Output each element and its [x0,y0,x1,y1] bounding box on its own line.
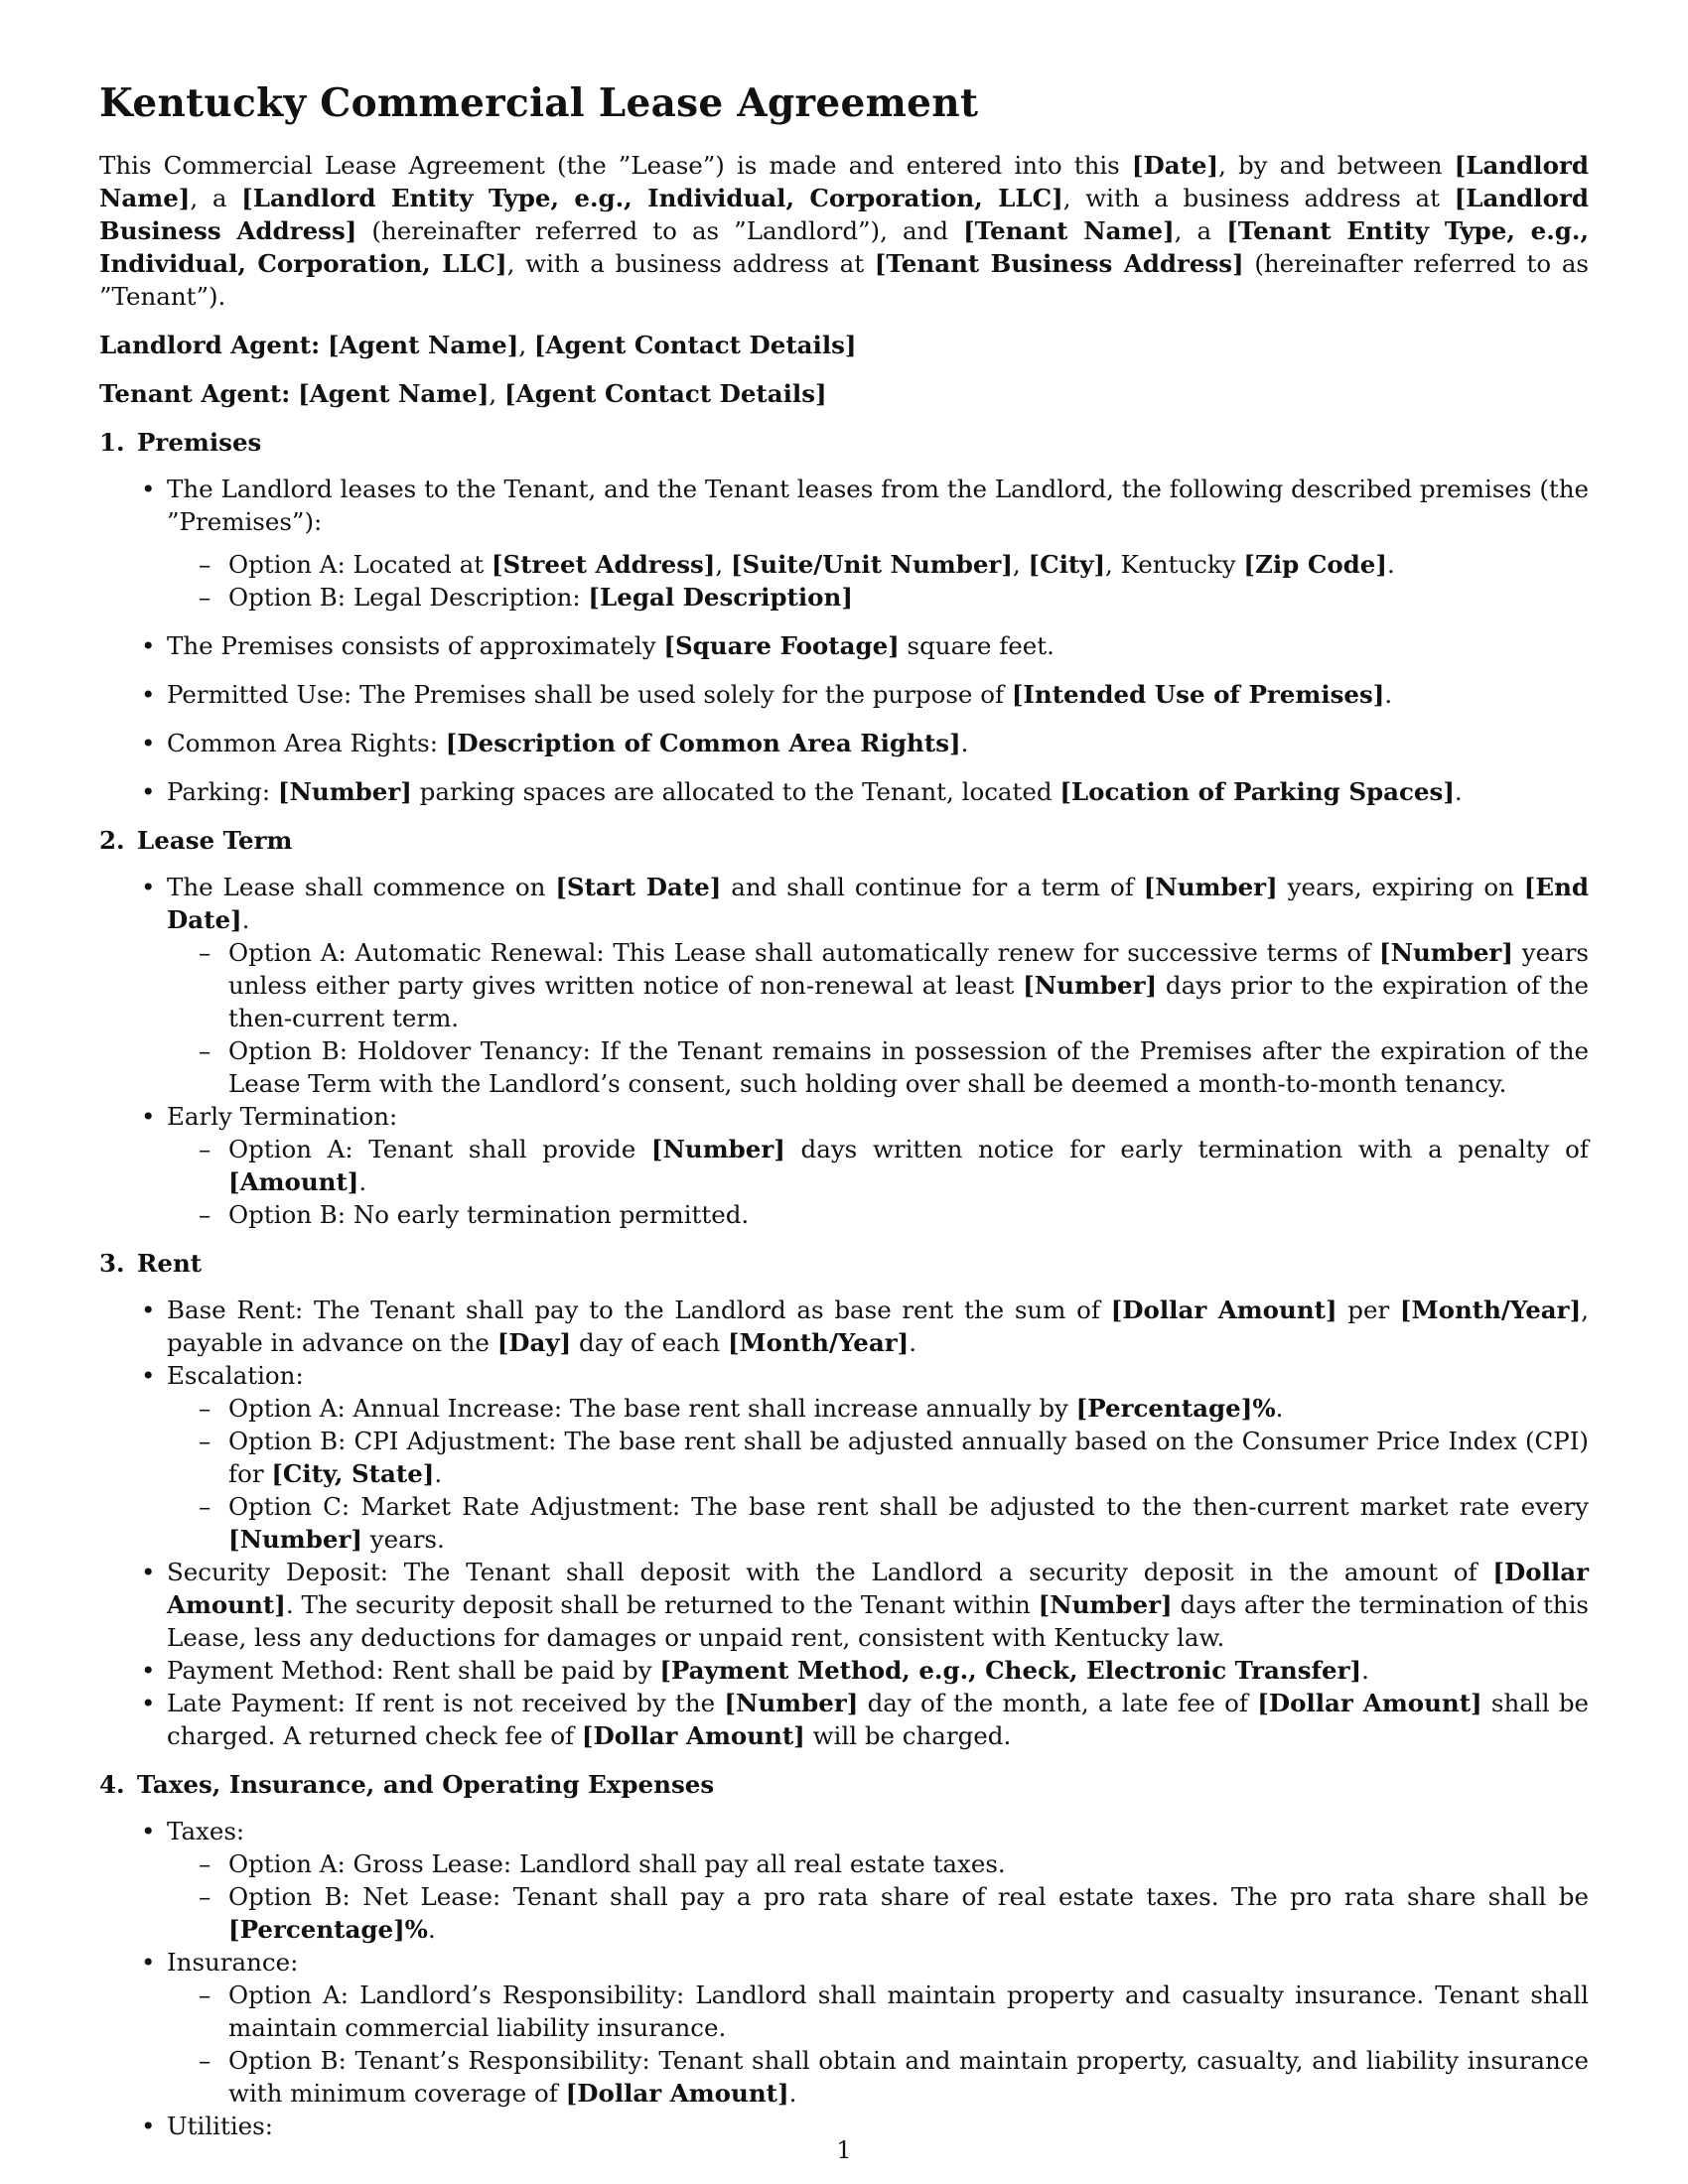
text: , [715,550,731,579]
list-item [167,629,1589,662]
landlord-name-placeholder: [Landlord Name] [99,151,1589,212]
separator: , [518,331,534,359]
text: . [1384,680,1393,709]
list-item [167,1946,1589,2110]
text: Option A: Automatic Renewal: This Lease shall automatically renew for successive terms of [228,938,1379,967]
renewal-options [167,936,1589,1100]
list-item: – Option B: No early termination permitted. [228,1198,1589,1231]
text: parking spaces are allocated to the Tenant, located [411,777,1060,806]
number-placeholder: [Number] [228,1525,362,1554]
text: day of each [571,1328,728,1357]
landlord-entity-placeholder: [Landlord Entity Type, e.g., Individual, Corporation, LLC] [241,184,1063,212]
tenant-agent-label: Tenant Agent: [99,379,291,408]
number-placeholder: [Number] [1038,1590,1173,1619]
text: years unless either party gives written notice of non-renewal at least [228,938,1589,1000]
text: . [788,2079,797,2108]
amount-placeholder: [Dollar Amount] [581,1721,805,1750]
list-item [167,775,1589,808]
list-item [167,1359,1589,1556]
start-date-placeholder: [Start Date] [555,873,722,901]
section-rent-heading [99,1247,1589,1280]
text: Option B: Legal Description: [228,583,589,612]
text: Payment Method: Rent shall be paid by [167,1656,660,1685]
rights-placeholder: [Description of Common Area Rights] [445,729,961,757]
section-title: Taxes, Insurance, and Operating Expenses [137,1770,715,1799]
rent-list [99,1294,1589,1752]
list-item [167,1100,1589,1231]
parking-location-placeholder: [Location of Parking Spaces] [1059,777,1455,806]
list-item [167,1687,1589,1752]
tax-options [167,1847,1589,1946]
list-item [228,2044,1589,2110]
list-item: • Utilities: [167,2110,1589,2142]
text: . [909,1328,917,1357]
intro-text: , a [190,184,242,212]
list-item [228,548,1589,581]
tenant-name-placeholder: [Tenant Name] [963,216,1175,245]
text: Early Termination: [167,1102,398,1131]
text: Base Rent: The Tenant shall pay to the Landlord as base rent the sum of [167,1296,1111,1324]
list-item [228,1133,1589,1198]
day-placeholder: [Day] [496,1328,572,1357]
text: . [960,729,969,757]
text: . [241,905,250,934]
text: days after the termination of this Lease, less any deductions for damages or unpaid rent, consistent with Kentucky law. [167,1590,1589,1652]
text: Security Deposit: The Tenant shall deposit with the Landlord a security deposit in the amount of [167,1558,1493,1586]
list-item: – Option A: Gross Lease: Landlord shall pay all real estate taxes. [228,1847,1589,1880]
number-placeholder: [Number] [650,1135,785,1163]
number-placeholder: [Number] [1143,873,1278,901]
list-item [167,727,1589,759]
lease-term-list [99,871,1589,1231]
section-lease-term-heading [99,824,1589,857]
landlord-address-placeholder: [Landlord Business Address] [99,184,1589,245]
landlord-agent-line [99,329,1589,361]
text: years. [361,1525,445,1554]
landlord-agent-label: Landlord Agent: [99,331,321,359]
document-title: Kentucky Commercial Lease Agreement [99,80,979,126]
section-number: 2. [99,826,125,855]
list-item [167,1815,1589,1946]
premises-list [99,473,1589,808]
section-number: 4. [99,1770,125,1799]
page-number: 1 [836,2136,852,2164]
list-item [167,871,1589,1100]
amount-placeholder: [Dollar Amount] [1257,1689,1482,1717]
text: , [1012,550,1029,579]
text: . [1454,777,1463,806]
number-placeholder: [Number] [1023,971,1158,1000]
text: . [1275,1394,1284,1423]
intro-text: (hereinafter referred to as ”Landlord”), and [356,216,964,245]
agent-contact-placeholder: [Agent Contact Details] [504,379,827,408]
city-placeholder: [City] [1028,550,1106,579]
list-item [228,1392,1589,1425]
section-premises-heading [99,426,1589,459]
text: Option A: Annual Increase: The base rent shall increase annually by [228,1394,1076,1423]
text: Parking: [167,777,278,806]
intro-text: , with a business address at [506,249,875,278]
list-item [228,1490,1589,1556]
period-placeholder: [Month/Year] [727,1328,910,1357]
separator: , [489,379,504,408]
text: Option C: Market Rate Adjustment: The base rent shall be adjusted to the then-current market rate every [228,1492,1589,1521]
text: The Lease shall commence on [167,873,556,901]
text: . [434,1459,443,1488]
text: . [358,1167,367,1196]
intro-text: This Commercial Lease Agreement (the ”Lease”) is made and entered into this [99,151,1132,180]
percentage-placeholder: [Percentage]% [1075,1394,1276,1423]
text: The Premises consists of approximately [167,631,664,660]
intro-text: , by and between [1218,151,1455,180]
intro-text: , a [1174,216,1227,245]
intro-paragraph [99,149,1589,313]
taxes-list [99,1815,1589,2142]
amount-placeholder: [Dollar Amount] [565,2079,789,2108]
list-item: – Option B: Holdover Tenancy: If the Tenant remains in possession of the Premises after the expiration of the Lease Term with the Landlord’s consent, such holding over shall be deemed a month-to-month tenancy. [228,1034,1589,1100]
agent-contact-placeholder: [Agent Contact Details] [533,331,857,359]
number-placeholder: [Number] [724,1689,859,1717]
text: per [1336,1296,1400,1324]
text: days written notice for early termination with a penalty of [784,1135,1589,1163]
suite-placeholder: [Suite/Unit Number] [730,550,1013,579]
tenant-agent-line [99,377,1589,410]
document-page [99,79,1589,2158]
intro-text: (hereinafter referred to as ”Tenant”). [99,249,1589,311]
number-placeholder: [Number] [277,777,412,806]
list-item [228,1880,1589,1946]
text: Option A: Tenant shall provide [228,1135,651,1163]
text: will be charged. [804,1721,1012,1750]
tenant-entity-placeholder: [Tenant Entity Type, e.g., Individual, Corporation, LLC] [99,216,1589,278]
text: Option A: Located at [228,550,492,579]
premises-description: The Landlord leases to the Tenant, and the Tenant leases from the Landlord, the following described premises (the ”Premises”): [167,475,1589,536]
tenant-address-placeholder: [Tenant Business Address] [874,249,1244,278]
use-placeholder: [Intended Use of Premises] [1011,680,1385,709]
text: day of the month, a late fee of [858,1689,1258,1717]
section-number: 1. [99,428,125,457]
street-placeholder: [Street Address] [491,550,716,579]
list-item [167,1556,1589,1654]
period-placeholder: [Month/Year] [1399,1296,1582,1324]
text: Option B: Tenant’s Responsibility: Tenant shall obtain and maintain property, casualty, and liability insurance with minimum coverage of [228,2046,1589,2108]
square-footage-placeholder: [Square Footage] [663,631,900,660]
list-item [167,473,1589,614]
text: . The security deposit shall be returned to the Tenant within [285,1590,1039,1619]
section-taxes-heading [99,1768,1589,1801]
amount-placeholder: [Amount] [228,1167,359,1196]
text: Insurance: [167,1948,299,1977]
list-item [167,1654,1589,1687]
text: Permitted Use: The Premises shall be used solely for the purpose of [167,680,1012,709]
text: . [1361,1656,1369,1685]
text: Late Payment: If rent is not received by the [167,1689,725,1717]
premises-options [167,548,1589,614]
text: . [427,1915,436,1944]
text: days prior to the expiration of the then-current term. [228,971,1590,1032]
intro-text: , with a business address at [1062,184,1455,212]
section-title: Lease Term [137,826,293,855]
text: square feet. [899,631,1055,660]
zip-placeholder: [Zip Code] [1243,550,1387,579]
text: Option B: CPI Adjustment: The base rent shall be adjusted annually based on the Consumer Price Index (CPI) for [228,1427,1589,1488]
end-date-placeholder: [End Date] [167,873,1590,934]
text: Common Area Rights: [167,729,446,757]
text: Option B: Net Lease: Tenant shall pay a pro rata share of real estate taxes. The pro rata share shall be [228,1882,1589,1911]
early-termination-options [167,1133,1589,1231]
escalation-options [167,1392,1589,1556]
text: Taxes: [167,1817,245,1845]
percentage-placeholder: [Percentage]% [228,1915,428,1944]
list-item: – Option A: Landlord’s Responsibility: Landlord shall maintain property and casualty insurance. Tenant shall maintain commercial liability insurance. [228,1979,1589,2044]
payment-method-placeholder: [Payment Method, e.g., Check, Electronic Transfer] [659,1656,1362,1685]
insurance-options [167,1979,1589,2110]
city-state-placeholder: [City, State] [271,1459,435,1488]
amount-placeholder: [Dollar Amount] [1110,1296,1337,1324]
text: years, expiring on [1277,873,1524,901]
number-placeholder: [Number] [1378,938,1513,967]
text: , payable in advance on the [167,1296,1589,1357]
list-item [228,581,1589,614]
text: . [1386,550,1395,579]
legal-placeholder: [Legal Description] [588,583,853,612]
list-item [167,678,1589,711]
list-item [228,1425,1589,1490]
date-placeholder: [Date] [1131,151,1219,180]
amount-placeholder: [Dollar Amount] [167,1558,1589,1619]
text: shall be charged. A returned check fee of [167,1689,1590,1750]
list-item [228,936,1589,1034]
section-number: 3. [99,1249,125,1278]
list-item [167,1294,1589,1359]
agent-name-placeholder: [Agent Name] [298,379,490,408]
section-title: Rent [137,1249,203,1278]
text: , Kentucky [1105,550,1244,579]
agent-name-placeholder: [Agent Name] [327,331,519,359]
section-title: Premises [137,428,262,457]
text: and shall continue for a term of [721,873,1144,901]
text: Escalation: [167,1361,304,1390]
